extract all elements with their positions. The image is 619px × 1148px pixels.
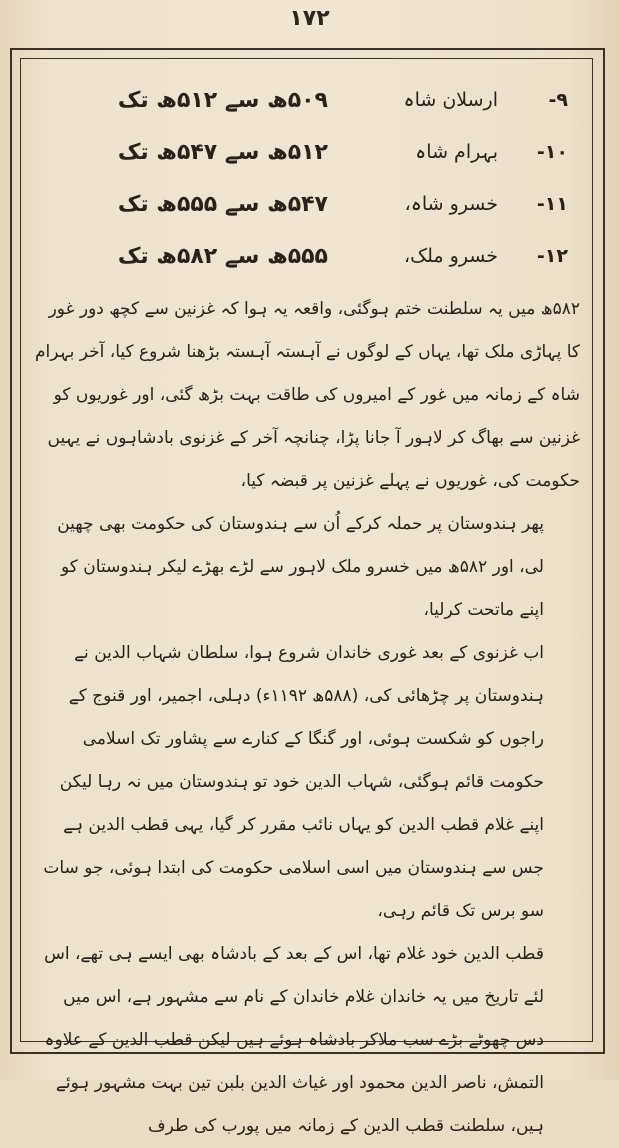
list-item-dates: ۵۵۵ھ سے ۵۸۲ھ تک: [117, 243, 328, 269]
body-paragraph: اب غزنوی کے بعد غوری خاندان شروع ہوا، سلطان شہاب الدین نے ہندوستان پر چڑھائی کی، (۵۸۸ھ ۱۱۹۲ء) دہلی، اجمیر، اور قنوج کے راجوں کو شکست ہوئی، اور گنگا کے کنارے سے پشاور تک اسلامی حکومت قائم ہوگئی، شہاب الدین خود تو ہندوستان میں نہ رہا لیکن اپنے غلام قطب الدین کو یہاں نائب مقرر کر گیا، یہی قطب الدین ہے جس سے ہندوستان میں اسی اسلامی حکومت کی ابتدا ہوئی، جو سات سو برس تک قائم رہی،: [43, 643, 544, 921]
list-item-name: بہرام شاہ: [415, 141, 498, 163]
list-item: [34, 74, 580, 126]
body-paragraph: قطب الدین خود غلام تھا، اس کے بعد کے بادشاہ بھی ایسے ہی تھے، اس لئے تاریخ میں یہ خاندان غلام خاندان کے نام سے مشہور ہے، اس میں دس چھوٹے بڑے سب ملاکر بادشاہ ہوئے ہیں لیکن قطب الدین کے علاوہ التمش، ناصر الدین محمود اور غیاث الدین بلبن تین بہت مشہور ہوئے ہیں، سلطنت قطب الدین کے زمانہ میں پورب کی طرف: [44, 944, 544, 1136]
list-item: [34, 178, 580, 230]
list-item-number: ۱۱-: [536, 193, 568, 215]
list-item-dates: ۵۴۷ھ سے ۵۵۵ھ تک: [117, 191, 328, 217]
list-item-name: ارسلان شاہ: [403, 89, 498, 111]
ruler-list: [34, 74, 580, 282]
list-item-number: ۹-: [548, 89, 568, 111]
page-number: ۱۷۲: [289, 6, 330, 31]
list-item-number: ۱۲-: [536, 245, 568, 267]
list-item-dates: ۵۱۲ھ سے ۵۴۷ھ تک: [117, 139, 328, 165]
body-paragraph: پھر ہندوستان پر حملہ کرکے اُن سے ہندوستان کی حکومت بھی چھین لی، اور ۵۸۲ھ میں خسرو ملک لاہور سے لڑے بھڑے لیکر ہندوستان کو اپنے ماتحت کرلیا،: [57, 514, 544, 620]
body-paragraph: ۵۸۲ھ میں یہ سلطنت ختم ہوگئی، واقعہ یہ ہوا کہ غزنین سے کچھ دور غور کا پہاڑی ملک تھا، یہاں کے لوگوں نے آہستہ آہستہ بڑھنا شروع کیا، آخر بہرام شاہ کے زمانہ میں غور کے امیروں کی طاقت بہت بڑھ گئی، اور غوریوں کو غزنین سے بھاگ کر لاہور آ جانا پڑا، چنانچہ آخر کے غزنوی بادشاہوں نے یہیں حکومت کی، غوریوں نے پہلے غزنین پر قبضہ کیا،: [35, 299, 580, 491]
list-item: [34, 126, 580, 178]
list-item: [34, 230, 580, 282]
list-item-dates: ۵۰۹ھ سے ۵۱۲ھ تک: [117, 87, 328, 113]
list-item-name: خسرو ملک،: [404, 245, 498, 267]
page-content: [34, 74, 580, 1148]
list-item-number: ۱۰-: [536, 141, 568, 163]
list-item-name: خسرو شاہ،: [404, 193, 498, 215]
